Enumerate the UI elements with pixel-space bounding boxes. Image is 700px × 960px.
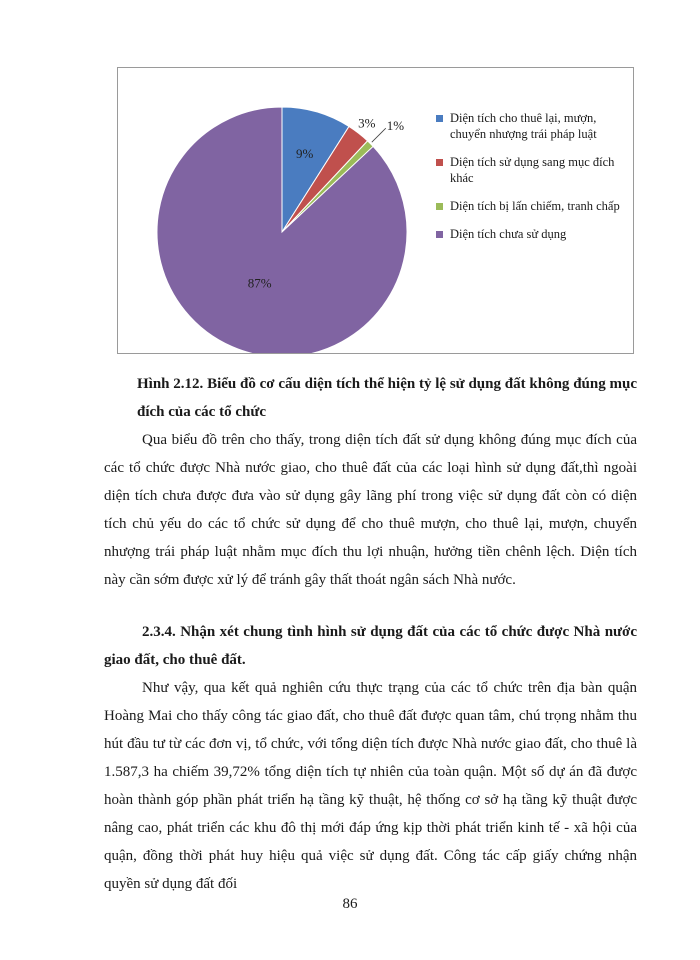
- legend-label-encroached: Diện tích bị lấn chiếm, tranh chấp: [450, 199, 620, 213]
- data-label-encroached: 1%: [386, 118, 405, 134]
- page-number: 86: [342, 896, 358, 912]
- legend-label-rented: Diện tích cho thuê lại, mượn, chuyển nhượng trái pháp luật: [450, 111, 597, 141]
- data-label-other-purpose: 3%: [358, 115, 376, 131]
- legend-label-unused: Diện tích chưa sử dụng: [450, 227, 567, 241]
- legend-swatch-encroached: [436, 203, 443, 210]
- chart-legend: [436, 110, 631, 254]
- paragraph-1: Qua biểu đồ trên cho thấy, trong diện tích đất sử dụng không đúng mục đích của các tổ chức được Nhà nước giao, cho thuê đất của các loại hình sử dụng đất,thì ngoài diện tích chưa được đưa vào sử dụng gây lãng phí trong việc sử dụng đất còn có diện tích chủ yếu do các tổ chức sử dụng để cho thuê mượn, cho thuê lại, mượn, chuyển nhượng trái pháp luật nhằm mục đích thu lợi nhuận, hưởng tiền chênh lệch. Diện tích này cần sớm được xử lý để tránh gây thất thoát ngân sách Nhà nước.: [104, 432, 637, 588]
- legend-label-other-purpose: Diện tích sử dụng sang mục đích khác: [450, 155, 615, 185]
- data-label-unused: 87%: [247, 275, 272, 291]
- legend-item-encroached: [436, 198, 631, 214]
- data-label-rented: 9%: [295, 145, 314, 161]
- paragraph-2: Như vậy, qua kết quả nghiên cứu thực trạng của các tổ chức trên địa bàn quận Hoàng Mai cho thấy công tác giao đất, cho thuê đất được quan tâm, chú trọng nhằm thu hút đầu tư từ các đơn vị, tổ chức, với tổng diện tích được Nhà nước giao đất, cho thuê là 1.587,3 ha chiếm 39,72% tổng diện tích tự nhiên của toàn quận. Một số dự án đã được hoàn thành góp phần phát triển hạ tầng kỹ thuật, hệ thống cơ sở hạ tầng kỹ thuật được nâng cao, phát triển các khu đô thị mới đáp ứng kịp thời phát triển kinh tế - xã hội của quận, đồng thời phát huy hiệu quả việc sử dụng đất. Công tác cấp giấy chứng nhận quyền sử dụng đất đối: [104, 680, 637, 892]
- legend-item-other-purpose: [436, 154, 631, 186]
- legend-item-unused: [436, 226, 631, 242]
- legend-item-rented: [436, 110, 631, 142]
- figure-caption: Hình 2.12. Biểu đồ cơ cấu diện tích thể hiện tỷ lệ sử dụng đất không đúng mục đích của các tổ chức: [137, 376, 637, 420]
- section-heading: 2.3.4. Nhận xét chung tình hình sử dụng đất của các tổ chức được Nhà nước giao đất, cho thuê đất.: [104, 624, 637, 668]
- legend-swatch-other-purpose: [436, 159, 443, 166]
- chart-frame: [117, 67, 634, 354]
- legend-swatch-rented: [436, 115, 443, 122]
- legend-swatch-unused: [436, 231, 443, 238]
